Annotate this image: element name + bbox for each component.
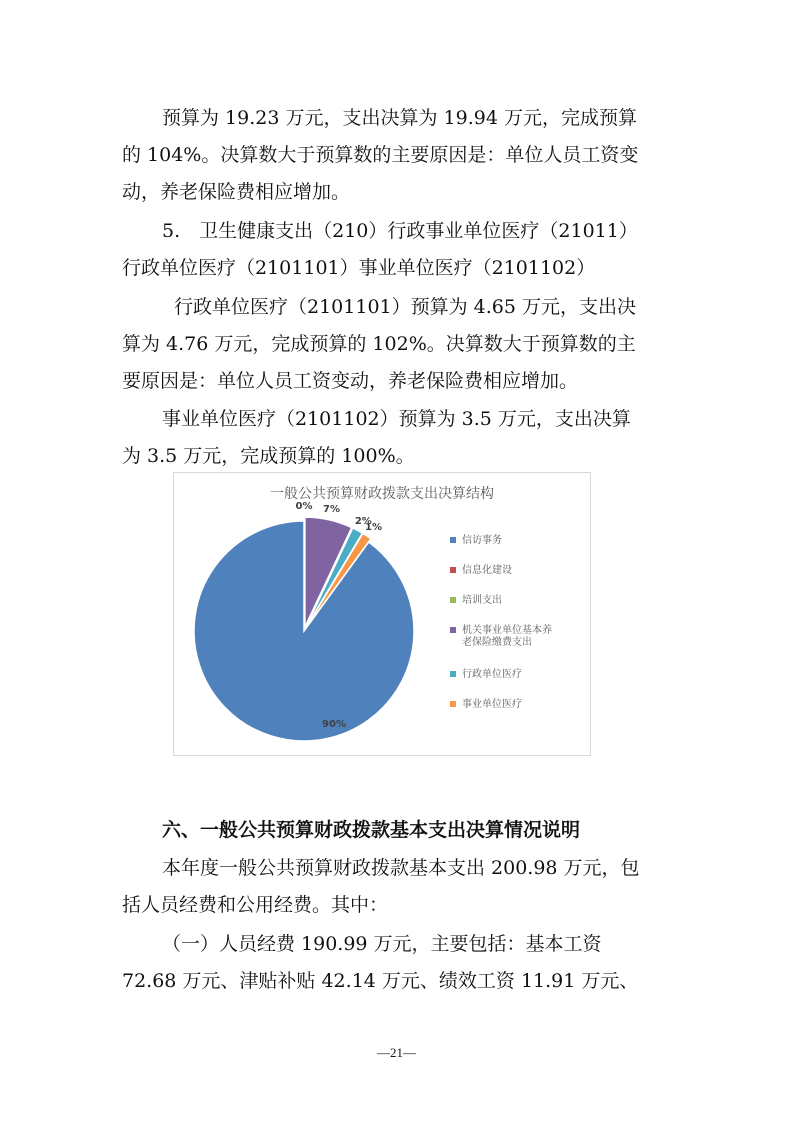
- section-heading: 六、一般公共预算财政拨款基本支出决算情况说明: [162, 819, 581, 841]
- text-line: 本年度一般公共预算财政拨款基本支出 200.98 万元，包: [162, 857, 640, 879]
- legend-swatch: [450, 671, 456, 677]
- text-line: 预算为 19.23 万元，支出决算为 19.94 万元，完成预算: [162, 107, 637, 129]
- text-line: 要原因是：单位人员工资变动，养老保险费相应增加。: [122, 370, 579, 392]
- legend-item: [450, 667, 522, 680]
- legend-item: [450, 697, 522, 710]
- section-heading-line: 5. 卫生健康支出（210）行政事业单位医疗（21011）: [162, 220, 638, 242]
- legend-item: [450, 563, 512, 576]
- legend-label: 老保险缴费支出: [462, 637, 532, 648]
- legend-swatch: [450, 597, 456, 603]
- legend-label: 培训支出: [462, 595, 502, 606]
- legend-label: 信访事务: [462, 535, 502, 546]
- text-line: （一）人员经费 190.99 万元，主要包括：基本工资: [162, 933, 602, 955]
- text-line: 算为 4.76 万元，完成预算的 102%。决算数大于预算数的主: [122, 333, 636, 355]
- text-line: 的 104%。决算数大于预算数的主要原因是：单位人员工资变: [122, 144, 639, 166]
- legend-label: 行政单位医疗: [462, 669, 522, 680]
- text-line: 括人员经费和公用经费。其中：: [122, 894, 389, 916]
- text-line: 行政单位医疗（2101101）预算为 4.65 万元，支出决: [174, 296, 637, 318]
- pie-slice: [194, 521, 414, 741]
- pie-chart: [174, 473, 590, 755]
- text-line: 为 3.5 万元，完成预算的 100%。: [122, 445, 415, 467]
- legend-swatch: [450, 627, 456, 633]
- text-line: 事业单位医疗（2101102）预算为 3.5 万元，支出决算: [162, 408, 631, 430]
- section-heading-line: 行政单位医疗（2101101）事业单位医疗（2101102）: [122, 257, 596, 279]
- text-line: 72.68 万元、津贴补贴 42.14 万元、绩效工资 11.91 万元、: [122, 970, 639, 992]
- legend-item: [450, 623, 552, 648]
- legend-swatch: [450, 537, 456, 543]
- data-label: 1%: [365, 521, 382, 533]
- legend-label: 事业单位医疗: [462, 699, 522, 710]
- legend-label: 机关事业单位基本养: [462, 625, 552, 636]
- data-label: 0%: [295, 501, 313, 512]
- pie-chart-container: [173, 472, 591, 756]
- page-number: —21—: [377, 1045, 416, 1060]
- legend-swatch: [450, 701, 456, 707]
- data-label: 90%: [322, 719, 346, 730]
- legend-swatch: [450, 567, 456, 573]
- legend-item: [450, 533, 502, 546]
- legend-item: [450, 593, 502, 606]
- legend-label: 信息化建设: [462, 565, 512, 576]
- data-label: 2%: [354, 515, 372, 527]
- chart-title: 一般公共预算财政拨款支出决算结构: [270, 486, 494, 502]
- text-line: 动，养老保险费相应增加。: [122, 181, 351, 203]
- data-label: 7%: [322, 504, 340, 516]
